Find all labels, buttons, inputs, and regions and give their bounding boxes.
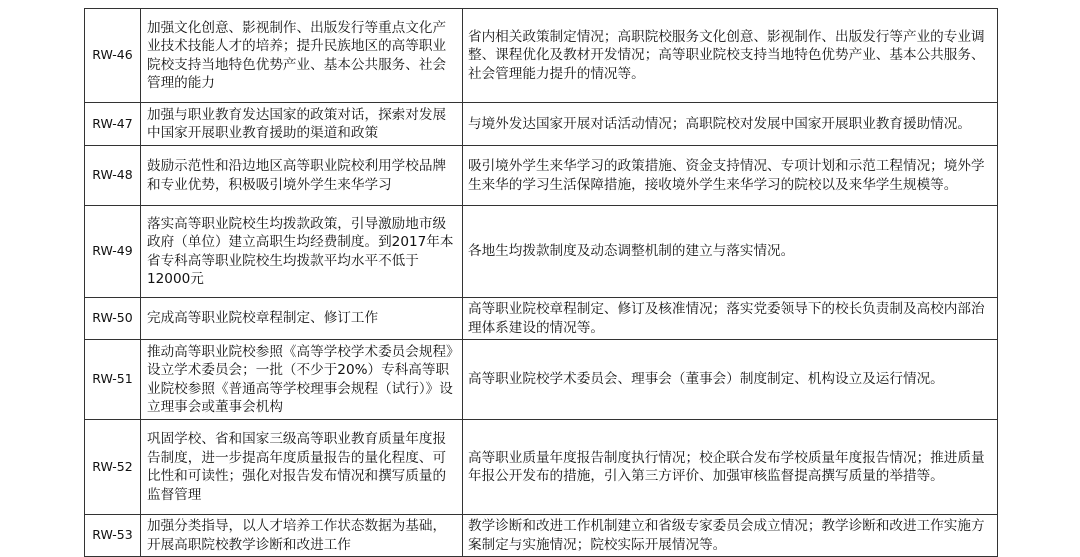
task-table (84, 8, 998, 557)
table-row (85, 298, 998, 340)
table-row (85, 103, 998, 146)
task-content: 鼓励示范性和沿边地区高等职业院校利用学校品牌和专业优势，积极吸引境外学生来华学习 (141, 146, 463, 206)
task-id: RW-49 (85, 206, 141, 298)
task-condition: 高等职业质量年度报告制度执行情况；校企联合发布学校质量年度报告情况；推进质量年报公开发布的措施，引入第三方评价、加强审核监督提高撰写质量的举措等。 (463, 420, 998, 515)
task-id: RW-47 (85, 103, 141, 146)
task-content: 推动高等职业院校参照《高等学校学术委员会规程》设立学术委员会；一批（不少于20%）专科高等职业院校参照《普通高等学校理事会规程（试行）》设立理事会或董事会机构 (141, 340, 463, 420)
task-condition: 各地生均拨款制度及动态调整机制的建立与落实情况。 (463, 206, 998, 298)
task-content: 加强文化创意、影视制作、出版发行等重点文化产业技术技能人才的培养；提升民族地区的高等职业院校支持当地特色优势产业、基本公共服务、社会管理的能力 (141, 9, 463, 103)
task-content: 加强分类指导，以人才培养工作状态数据为基础，开展高职院校教学诊断和改进工作 (141, 515, 463, 557)
task-content: 加强与职业教育发达国家的政策对话，探索对发展中国家开展职业教育援助的渠道和政策 (141, 103, 463, 146)
task-condition: 与境外发达国家开展对话活动情况；高职院校对发展中国家开展职业教育援助情况。 (463, 103, 998, 146)
task-id: RW-51 (85, 340, 141, 420)
task-condition: 教学诊断和改进工作机制建立和省级专家委员会成立情况；教学诊断和改进工作实施方案制定与实施情况；院校实际开展情况等。 (463, 515, 998, 557)
task-id: RW-52 (85, 420, 141, 515)
table-row (85, 420, 998, 515)
table-row (85, 206, 998, 298)
task-content: 落实高等职业院校生均拨款政策，引导激励地市级政府（单位）建立高职生均经费制度。到2017年本省专科高等职业院校生均拨款平均水平不低于12000元 (141, 206, 463, 298)
task-condition: 高等职业院校章程制定、修订及核准情况；落实党委领导下的校长负责制及高校内部治理体系建设的情况等。 (463, 298, 998, 340)
task-content: 完成高等职业院校章程制定、修订工作 (141, 298, 463, 340)
table-row (85, 515, 998, 557)
task-id: RW-53 (85, 515, 141, 557)
task-id: RW-48 (85, 146, 141, 206)
table-row (85, 9, 998, 103)
table-row (85, 146, 998, 206)
task-condition: 吸引境外学生来华学习的政策措施、资金支持情况、专项计划和示范工程情况；境外学生来华的学习生活保障措施，接收境外学生来华学习的院校以及来华学生规模等。 (463, 146, 998, 206)
task-id: RW-46 (85, 9, 141, 103)
task-content: 巩固学校、省和国家三级高等职业教育质量年度报告制度，进一步提高年度质量报告的量化程度、可比性和可读性；强化对报告发布情况和撰写质量的监督管理 (141, 420, 463, 515)
task-condition: 省内相关政策制定情况；高职院校服务文化创意、影视制作、出版发行等产业的专业调整、课程优化及教材开发情况；高等职业院校支持当地特色优势产业、基本公共服务、社会管理能力提升的情况等。 (463, 9, 998, 103)
task-condition: 高等职业院校学术委员会、理事会（董事会）制度制定、机构设立及运行情况。 (463, 340, 998, 420)
task-id: RW-50 (85, 298, 141, 340)
table-row (85, 340, 998, 420)
